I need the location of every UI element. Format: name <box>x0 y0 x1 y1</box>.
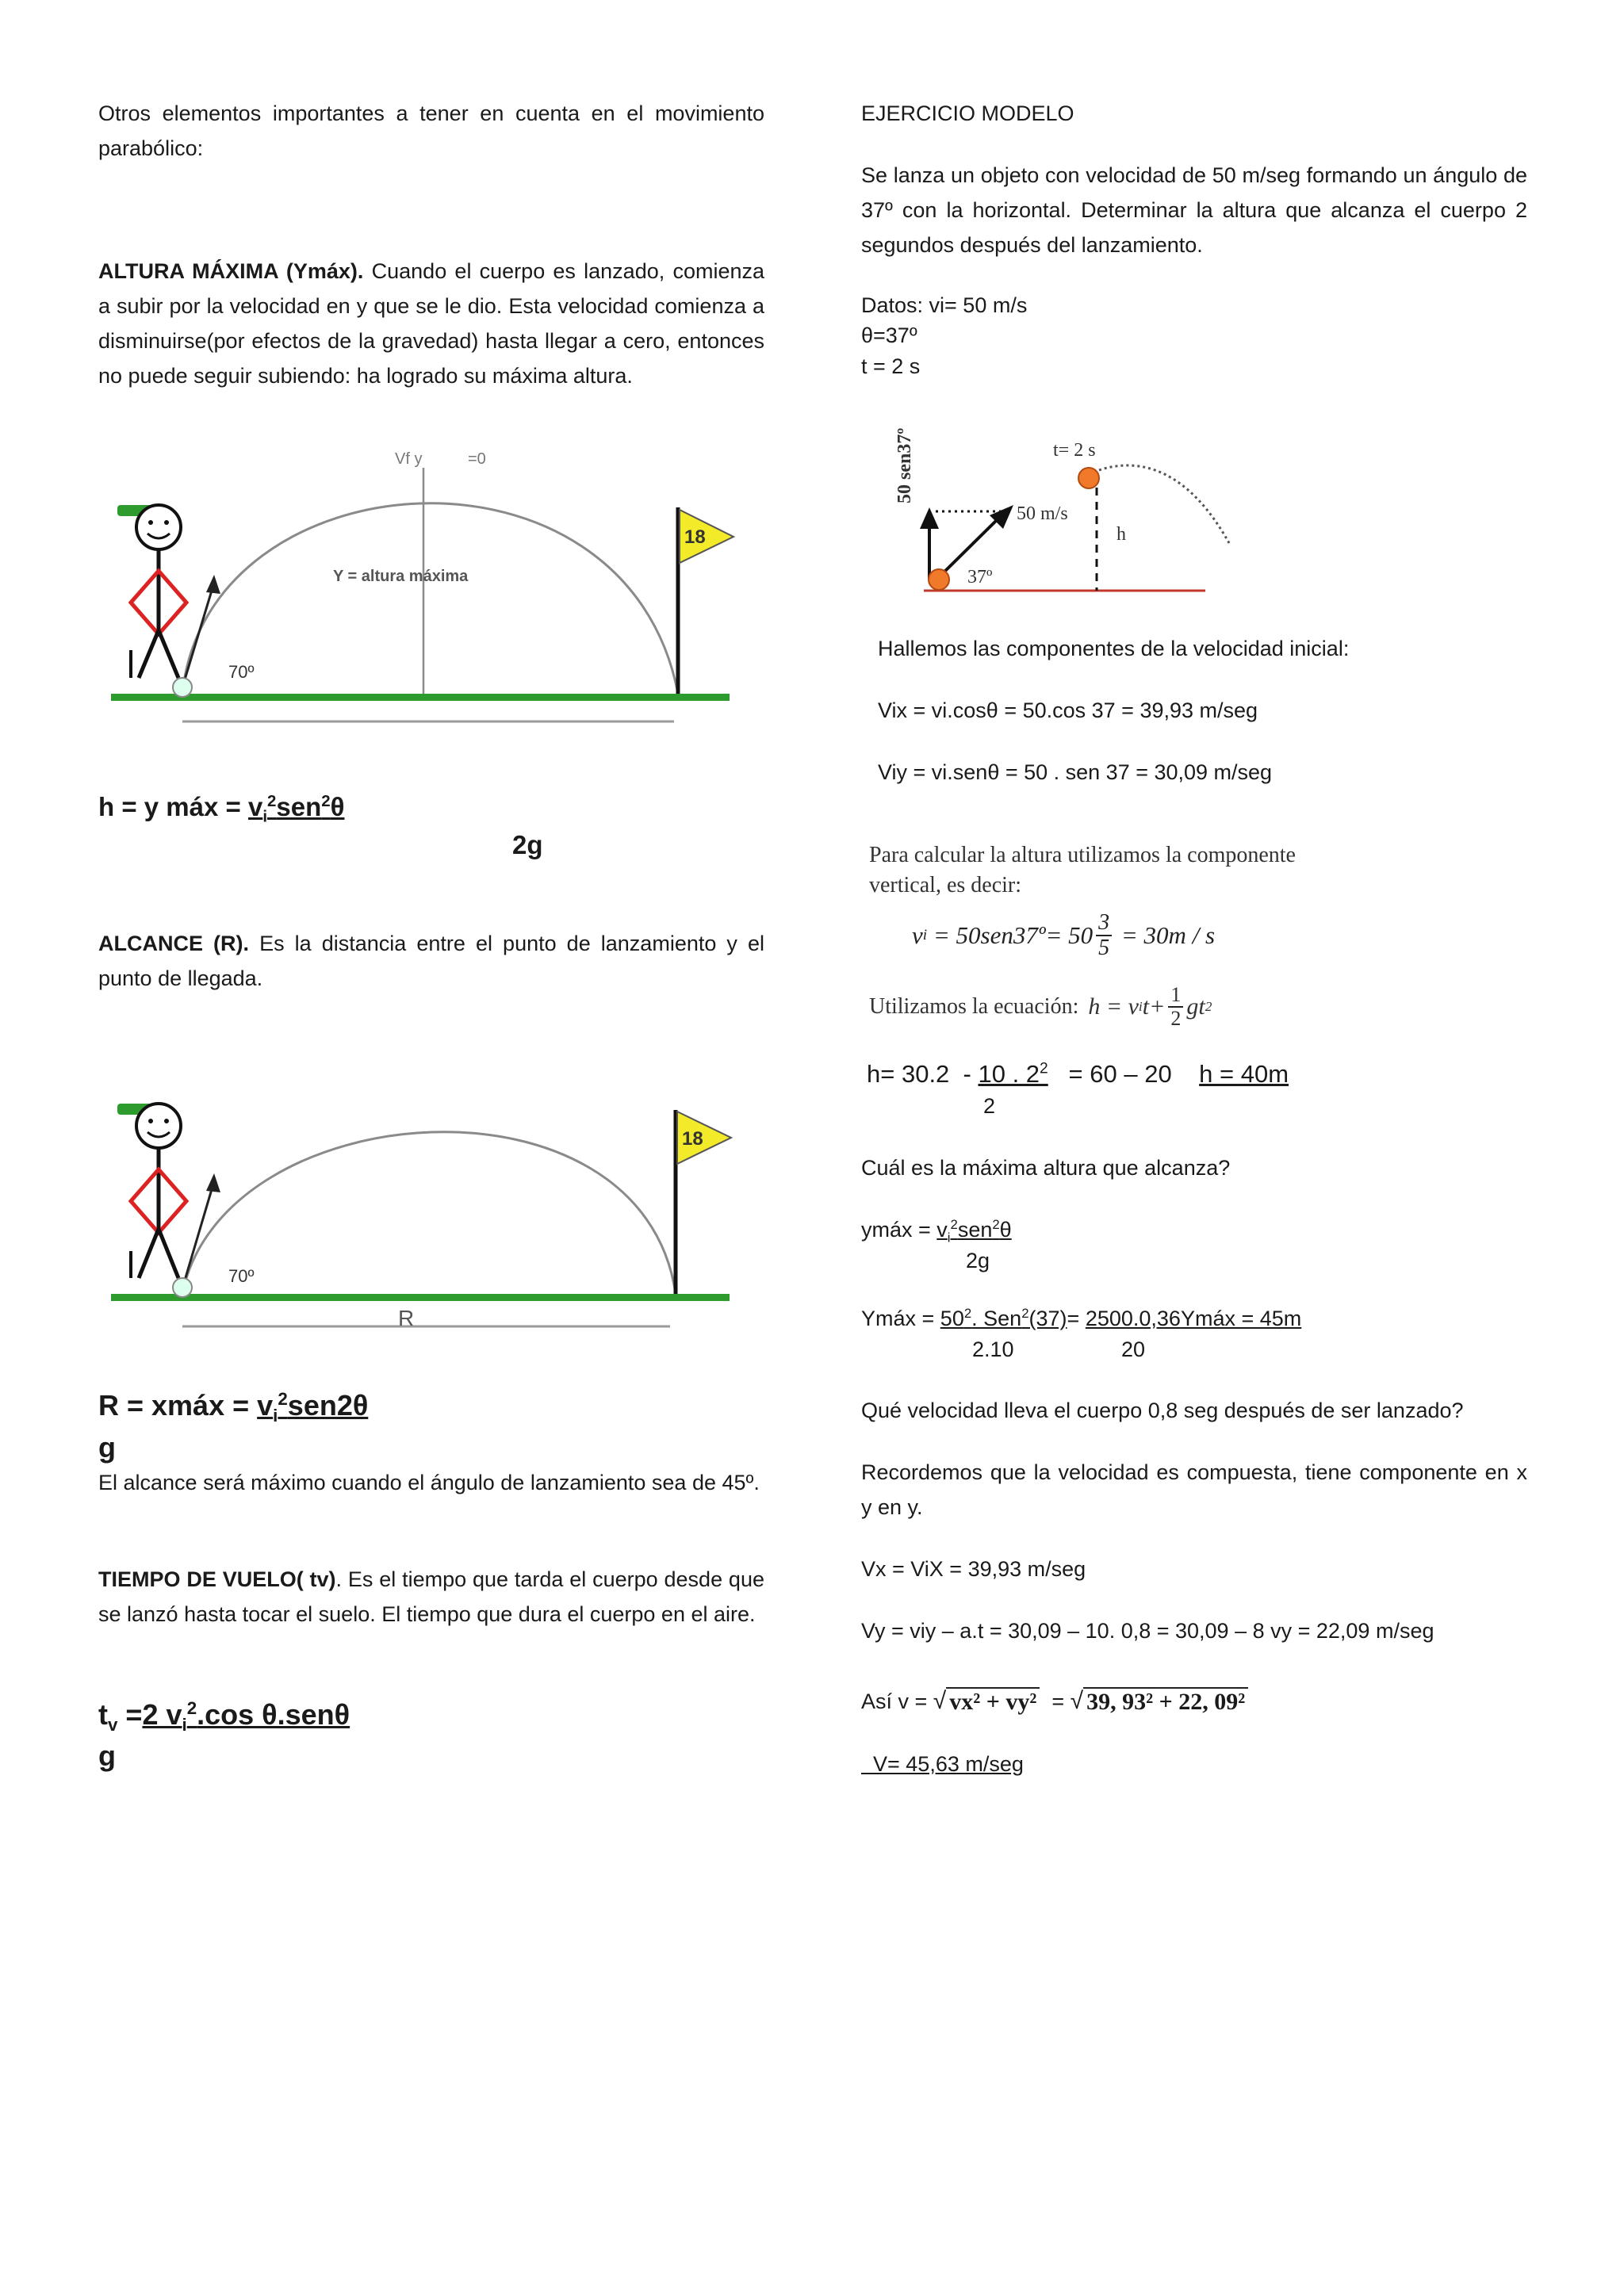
vy-equation: Vy = viy – a.t = 30,09 – 10. 0,8 = 30,09 – 8 vy = 22,09 m/seg <box>861 1619 1434 1643</box>
flag-18-icon <box>676 1110 731 1294</box>
cual-maxima-altura: Cuál es la máxima altura que alcanza? <box>861 1156 1231 1180</box>
problem-statement: Se lanza un objeto con velocidad de 50 m/seg formando un ángulo de 37º con la horizontal. Determinar la altura que alcanza el cuerpo 2 segundos después del lanzamiento. <box>861 163 1527 257</box>
vix-equation: Vix = vi.cosθ = 50.cos 37 = 39,93 m/seg <box>878 698 1258 722</box>
velocity-label: 50 m/s <box>1017 503 1068 524</box>
golfer-figure <box>117 505 192 697</box>
ejercicio-figure <box>888 392 1300 638</box>
angle-label: 37º <box>967 567 993 587</box>
altura-maxima-text: Cuando el cuerpo es lanzado, comienza a subir por la velocidad en y que se le dio. Esta velocidad comienza a disminuirse(por efectos de la gravedad) hasta llegar a cero, entonces no puede seguir subiendo: ha logrado su máxima altura. <box>98 259 764 388</box>
flag-number: 18 <box>684 526 706 548</box>
viy-equation: Viy = vi.senθ = 50 . sen 37 = 30,09 m/seg <box>878 760 1273 784</box>
altura-maxima-label: Y = altura máxima <box>333 568 469 585</box>
vfy-zero-label: =0 <box>468 450 486 468</box>
vfy-label: Vf y <box>395 450 423 468</box>
altura-maxima-title: ALTURA MÁXIMA (Ymáx). <box>98 259 364 283</box>
radical-vx-vy: vx² + vy² <box>946 1687 1040 1716</box>
ymax-calculation: Ymáx = $50^2$. Sen$^2$(37)= 2500.0,36Ymáx = 45m <box>861 1306 1302 1330</box>
tiempo-vuelo-text: . Es el tiempo que tarda el cuerpo desde que se lanzó hasta tocar el suelo. El tiempo que dura el cuerpo en el aire. <box>98 1567 764 1626</box>
tiempo-vuelo-title: TIEMPO DE VUELO( tv) <box>98 1567 336 1591</box>
flag-number: 18 <box>682 1128 703 1150</box>
altura-maxima-paragraph <box>98 254 764 393</box>
ymax-formula-denominator: 2g <box>966 1249 990 1272</box>
formula-tiempo-vuelo: $t_v =2$ $v_i^2.\cos$ θ.senθ <box>98 1698 350 1735</box>
h-calculation: h= 30.2 - 10 . $2^2 = 60 - 20$ h = 40m <box>867 1060 1289 1088</box>
flag-18-icon <box>678 507 733 694</box>
datos-angulo: θ=37º <box>861 323 917 347</box>
formula-altura-maxima-denominator: 2g <box>512 830 543 859</box>
height-label: h <box>1116 524 1126 545</box>
h-calculation-denominator: 2 <box>983 1094 996 1118</box>
formula-alcance: R = xmáx = $v_i^2sen2\theta$ <box>98 1389 369 1426</box>
angle-label: 70º <box>228 1266 255 1286</box>
ecuacion-h-line: Utilizamos la ecuación: h = v i t+ $\frac{1}{2}$ gt 2 <box>869 983 1212 1030</box>
angle-label: 70º <box>228 662 255 682</box>
alcance-paragraph <box>98 926 764 996</box>
ymax-formula: ymáx = $v_i^2sen^2\theta$ <box>861 1217 1012 1246</box>
intro-text: Otros elementos importantes a tener en cuenta en el movimiento parabólico: <box>98 101 764 160</box>
datos-tiempo: t = 2 s <box>861 354 921 378</box>
velocity-magnitude-equation: Así v = √ vx² + vy² = √ 39, 93² + 22, 09² <box>861 1679 1248 1724</box>
formula-alcance-denominator: g <box>98 1431 116 1464</box>
alcance-title: ALCANCE (R). <box>98 932 250 955</box>
vi-vertical-equation: v i = 50sen37º= 50 $\frac{3}{5}$ = 30m / s <box>912 910 1216 960</box>
para-calcular-line2: vertical, es decir: <box>869 873 1022 897</box>
datos-velocidad: Datos: vi= 50 m/s <box>861 293 1028 317</box>
formula-altura-maxima: h = y máx = $v_i^2sen^2\theta$ <box>98 792 345 826</box>
vertical-component-label: 50 sen37º <box>894 427 915 503</box>
recordemos-text: Recordemos que la velocidad es compuesta, tiene componente en x y en y. <box>861 1460 1527 1519</box>
radical-values: 39, 93² + 22, 09² <box>1083 1687 1248 1716</box>
que-velocidad-question: Qué velocidad lleva el cuerpo 0,8 seg después de ser lanzado? <box>861 1399 1464 1422</box>
alcance-figure <box>103 1062 745 1332</box>
ymax-calculation-denominator-1: 2.10 <box>972 1337 1014 1361</box>
formula-tiempo-vuelo-denominator: g <box>98 1739 116 1772</box>
time-label: t= 2 s <box>1053 440 1096 461</box>
hallemos-text: Hallemos las componentes de la velocidad inicial: <box>878 637 1350 660</box>
altura-maxima-figure <box>103 440 745 733</box>
ymax-calculation-denominator-2: 20 <box>1121 1337 1146 1361</box>
para-calcular-line1: Para calcular la altura utilizamos la componente <box>869 843 1296 867</box>
vx-equation: Vx = ViX = 39,93 m/seg <box>861 1557 1086 1581</box>
alcance-maximo-text: El alcance será máximo cuando el ángulo de lanzamiento sea de 45º. <box>98 1471 760 1494</box>
golfer-figure <box>117 1104 192 1297</box>
tiempo-vuelo-paragraph <box>98 1562 764 1632</box>
velocity-result: V= 45,63 m/seg <box>861 1752 1024 1776</box>
alcance-text: Es la distancia entre el punto de lanzamiento y el punto de llegada. <box>98 932 764 990</box>
range-label: R <box>398 1306 415 1330</box>
ejercicio-heading: EJERCICIO MODELO <box>861 101 1074 125</box>
